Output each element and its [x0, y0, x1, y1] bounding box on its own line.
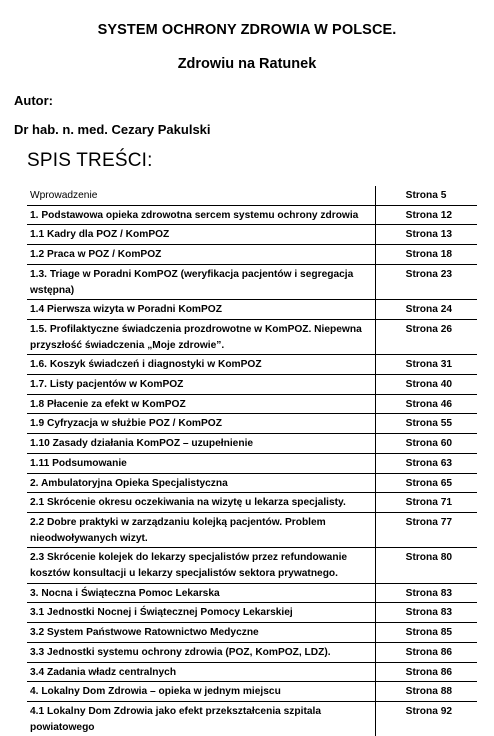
toc-entry-text: 2.1 Skrócenie okresu oczekiwania na wizytę u lekarza specjalisty. [30, 497, 346, 509]
toc-entry [27, 355, 375, 375]
toc-row [27, 473, 477, 493]
toc-page: Strona 71 [375, 493, 477, 513]
toc-row [27, 300, 477, 320]
toc-entry [27, 264, 375, 299]
toc-row [27, 701, 477, 736]
toc-page: Strona 40 [375, 375, 477, 395]
toc-heading: SPIS TREŚCI: [27, 150, 153, 171]
toc-entry-text: 1.2 Praca w POZ / KomPOZ [30, 249, 162, 261]
toc-page: Strona 13 [375, 225, 477, 245]
toc-page: Strona 5 [375, 186, 477, 205]
toc-entry [27, 205, 375, 225]
toc-entry-text: 1.9 Cyfryzacja w służbie POZ / KomPOZ [30, 418, 222, 430]
toc-row [27, 434, 477, 454]
toc-row [27, 548, 477, 583]
toc-entry-text: 2.3 Skrócenie kolejek do lekarzy specjalistów przez refundowanie kosztów konsultacji u lekarzy specjalistów sektora prywatnego. [30, 552, 348, 580]
toc-entry-text: 3.1 Jednostki Nocnej i Świątecznej Pomocy Lekarskiej [30, 607, 293, 619]
toc-page: Strona 92 [375, 701, 477, 736]
toc-row [27, 642, 477, 662]
toc-page: Strona 18 [375, 245, 477, 265]
toc-entry-text: 3.3 Jednostki systemu ochrony zdrowia (POZ, KomPOZ, LDZ). [30, 646, 331, 658]
toc-row [27, 205, 477, 225]
toc-row [27, 414, 477, 434]
toc-page: Strona 85 [375, 623, 477, 643]
toc-entry-text: 3.4 Zadania władz centralnych [30, 666, 177, 678]
toc-entry [27, 394, 375, 414]
toc-row [27, 245, 477, 265]
toc-entry-text: 3.2 System Państwowe Ratownictwo Medyczne [30, 627, 259, 639]
toc-entry [27, 300, 375, 320]
toc-page: Strona 60 [375, 434, 477, 454]
toc-entry [27, 319, 375, 354]
toc-page: Strona 83 [375, 603, 477, 623]
toc-entry-text: 4. Lokalny Dom Zdrowia – opieka w jednym miejscu [30, 686, 281, 698]
toc-page: Strona 77 [375, 512, 477, 547]
toc-page: Strona 63 [375, 453, 477, 473]
toc-row [27, 623, 477, 643]
toc-entry-text: Wprowadzenie [30, 190, 98, 201]
toc-row [27, 394, 477, 414]
toc-row [27, 264, 477, 299]
toc-entry [27, 642, 375, 662]
toc-page: Strona 12 [375, 205, 477, 225]
toc-entry [27, 434, 375, 454]
toc-entry-text: 3. Nocna i Świąteczna Pomoc Lekarska [30, 587, 220, 599]
toc-page: Strona 26 [375, 319, 477, 354]
toc-row [27, 583, 477, 603]
toc-row [27, 453, 477, 473]
toc-entry-text: 1.11 Podsumowanie [30, 457, 127, 469]
toc-table [27, 186, 477, 736]
author-label: Autor: [14, 93, 53, 108]
toc-page: Strona 83 [375, 583, 477, 603]
toc-entry-text: 1.7. Listy pacjentów w KomPOZ [30, 379, 184, 391]
toc-entry [27, 701, 375, 736]
toc-row [27, 512, 477, 547]
toc-page: Strona 80 [375, 548, 477, 583]
toc-entry-text: 4.1 Lokalny Dom Zdrowia jako efekt przekształcenia szpitala powiatowego [30, 705, 322, 733]
toc-entry [27, 473, 375, 493]
toc-page: Strona 65 [375, 473, 477, 493]
toc-page: Strona 31 [375, 355, 477, 375]
toc-entry [27, 662, 375, 682]
toc-entry-text: 1.5. Profilaktyczne świadczenia prozdrowotne w KomPOZ. Niepewna przyszłość świadczenia „Moje zdrowie”. [30, 323, 362, 351]
toc-page: Strona 88 [375, 682, 477, 702]
toc-entry [27, 682, 375, 702]
toc-entry [27, 548, 375, 583]
toc-entry [27, 512, 375, 547]
toc-entry [27, 623, 375, 643]
author-name: Dr hab. n. med. Cezary Pakulski [14, 122, 211, 137]
toc-page: Strona 46 [375, 394, 477, 414]
toc-row [27, 225, 477, 245]
toc-entry [27, 453, 375, 473]
toc-entry-text: 1.3. Triage w Poradni KomPOZ (weryfikacja pacjentów i segregacja wstępna) [30, 268, 354, 296]
toc-entry-text: 1.8 Płacenie za efekt w KomPOZ [30, 398, 186, 410]
toc-page: Strona 86 [375, 662, 477, 682]
toc-entry-text: 2.2 Dobre praktyki w zarządzaniu kolejką pacjentów. Problem nieodwoływanych wizyt. [30, 516, 326, 544]
toc-entry [27, 414, 375, 434]
toc-entry [27, 493, 375, 513]
toc-row [27, 662, 477, 682]
toc-page: Strona 55 [375, 414, 477, 434]
toc-row [27, 319, 477, 354]
document-subtitle: Zdrowiu na Ratunek [177, 56, 317, 72]
toc-entry [27, 245, 375, 265]
toc-row [27, 355, 477, 375]
toc-entry-text: 1.6. Koszyk świadczeń i diagnostyki w KomPOZ [30, 359, 262, 371]
toc-row [27, 682, 477, 702]
toc-row [27, 493, 477, 513]
toc-entry [27, 603, 375, 623]
toc-page: Strona 86 [375, 642, 477, 662]
toc-page: Strona 23 [375, 264, 477, 299]
document-title: SYSTEM OCHRONY ZDROWIA W POLSCE. [97, 22, 397, 38]
toc-entry [27, 375, 375, 395]
toc-entry-text: 1. Podstawowa opieka zdrowotna sercem systemu ochrony zdrowia [30, 209, 359, 221]
toc-entry [27, 583, 375, 603]
toc-row [27, 375, 477, 395]
toc-entry-text: 1.1 Kadry dla POZ / KomPOZ [30, 229, 170, 241]
toc-entry-text: 2. Ambulatoryjna Opieka Specjalistyczna [30, 477, 228, 489]
toc-entry-text: 1.10 Zasady działania KomPOZ – uzupełnienie [30, 438, 254, 450]
toc-entry [27, 225, 375, 245]
toc-entry [27, 186, 375, 205]
toc-page: Strona 24 [375, 300, 477, 320]
toc-row [27, 186, 477, 205]
toc-row [27, 603, 477, 623]
toc-entry-text: 1.4 Pierwsza wizyta w Poradni KomPOZ [30, 304, 222, 316]
